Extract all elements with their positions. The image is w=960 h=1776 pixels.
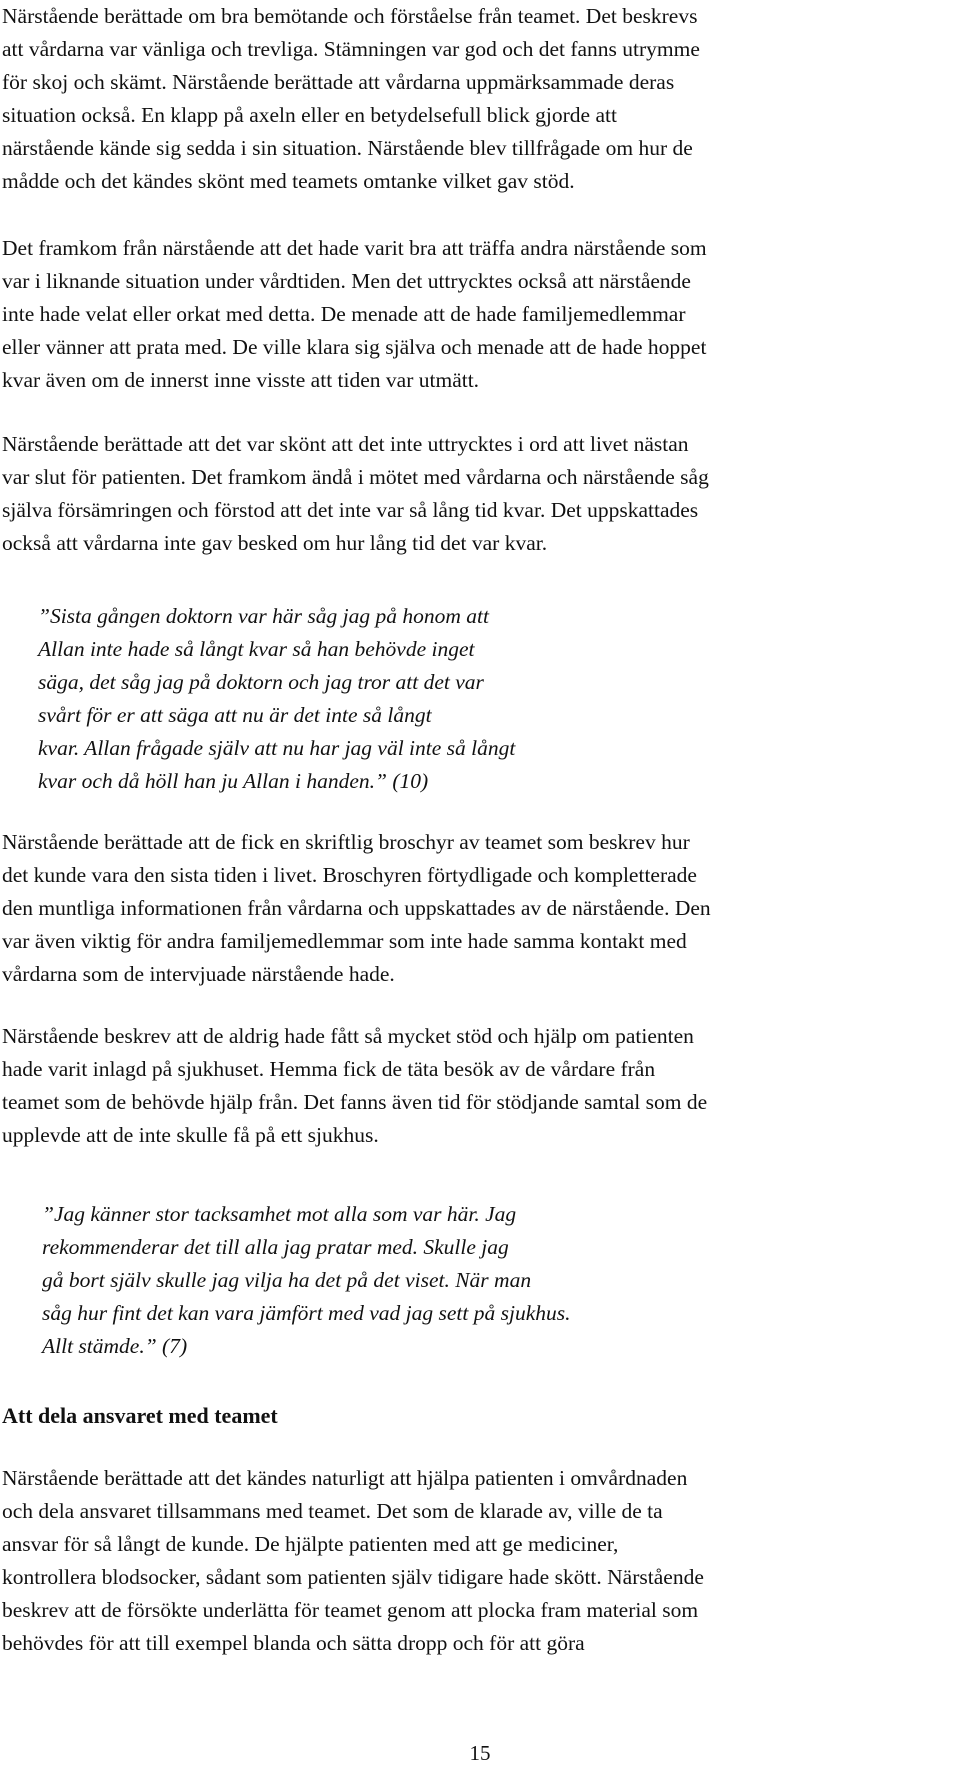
text-line: närstående kände sig sedda i sin situation. Närstående blev tillfrågade om hur de bbox=[2, 136, 693, 160]
text-line: också att vårdarna inte gav besked om hur lång tid det var kvar. bbox=[2, 531, 548, 555]
text-line: ansvar för så långt de kunde. De hjälpte patienten med att ge mediciner, bbox=[2, 1532, 619, 1556]
paragraph-4 bbox=[2, 826, 942, 991]
text-line: var slut för patienten. Det framkom ändå i mötet med vårdarna och närstående såg bbox=[2, 465, 709, 489]
quote-line: Allan inte hade så långt kvar så han behövde inget bbox=[38, 637, 475, 661]
quote-line: Allt stämde.” (7) bbox=[42, 1334, 188, 1358]
text-line: den muntliga informationen från vårdarna och uppskattades av de närstående. Den bbox=[2, 896, 711, 920]
quote-line: såg hur fint det kan vara jämfört med vad jag sett på sjukhus. bbox=[42, 1301, 571, 1325]
quote-line: ”Sista gången doktorn var här såg jag på honom att bbox=[38, 604, 489, 628]
page-number: 15 bbox=[469, 1741, 491, 1765]
text-line: eller vänner att prata med. De ville klara sig själva och menade att de hade hoppet bbox=[2, 335, 707, 359]
text-line: Närstående berättade om bra bemötande och förståelse från teamet. Det beskrevs bbox=[2, 4, 698, 28]
text-line: hade varit inlagd på sjukhuset. Hemma fick de täta besök av de vårdare från bbox=[2, 1057, 656, 1081]
text-line: Det framkom från närstående att det hade varit bra att träffa andra närstående som bbox=[2, 236, 707, 260]
text-line: beskrev att de försökte underlätta för teamet genom att plocka fram material som bbox=[2, 1598, 699, 1622]
quote-1 bbox=[38, 600, 515, 798]
text-line: och dela ansvaret tillsammans med teamet. Det som de klarade av, ville de ta bbox=[2, 1499, 663, 1523]
text-line: behövdes för att till exempel blanda och sätta dropp och för att göra bbox=[2, 1631, 585, 1655]
paragraph-2 bbox=[2, 232, 942, 397]
text-line: var i liknande situation under vårdtiden. Men det uttrycktes också att närstående bbox=[2, 269, 691, 293]
text-line: vårdarna som de intervjuade närstående hade. bbox=[2, 962, 395, 986]
paragraph-6 bbox=[2, 1462, 942, 1660]
text-line: var även viktig för andra familjemedlemmar som inte hade samma kontakt med bbox=[2, 929, 687, 953]
text-line: Närstående berättade att det var skönt att det inte uttrycktes i ord att livet nästan bbox=[2, 432, 689, 456]
quote-line: gå bort själv skulle jag vilja ha det på det viset. När man bbox=[42, 1268, 532, 1292]
text-line: Närstående berättade att de fick en skriftlig broschyr av teamet som beskrev hur bbox=[2, 830, 690, 854]
quote-line: kvar och då höll han ju Allan i handen.” (10) bbox=[38, 769, 429, 793]
quote-line: ”Jag känner stor tacksamhet mot alla som var här. Jag bbox=[42, 1202, 517, 1226]
paragraph-3 bbox=[2, 428, 942, 560]
paragraph-1 bbox=[2, 0, 942, 198]
quote-line: säga, det såg jag på doktorn och jag tror att det var bbox=[38, 670, 484, 694]
text-line: upplevde att de inte skulle få på ett sjukhus. bbox=[2, 1123, 379, 1147]
text-line: kontrollera blodsocker, sådant som patienten själv tidigare hade skött. Närstående bbox=[2, 1565, 704, 1589]
text-line: teamet som de behövde hjälp från. Det fanns även tid för stödjande samtal som de bbox=[2, 1090, 708, 1114]
text-line: Närstående berättade att det kändes naturligt att hjälpa patienten i omvårdnaden bbox=[2, 1466, 688, 1490]
text-line: mådde och det kändes skönt med teamets omtanke vilket gav stöd. bbox=[2, 169, 575, 193]
quote-line: svårt för er att säga att nu är det inte så långt bbox=[38, 703, 432, 727]
section-heading: Att dela ansvaret med teamet bbox=[2, 1403, 278, 1428]
quote-line: kvar. Allan frågade själv att nu har jag väl inte så långt bbox=[38, 736, 516, 760]
text-line: för skoj och skämt. Närstående berättade att vårdarna uppmärksammade deras bbox=[2, 70, 675, 94]
quote-2 bbox=[42, 1198, 571, 1363]
text-line: kvar även om de innerst inne visste att tiden var utmätt. bbox=[2, 368, 480, 392]
quote-line: rekommenderar det till alla jag pratar med. Skulle jag bbox=[42, 1235, 509, 1259]
text-line: att vårdarna var vänliga och trevliga. Stämningen var god och det fanns utrymme bbox=[2, 37, 700, 61]
text-line: inte hade velat eller orkat med detta. De menade att de hade familjemedlemmar bbox=[2, 302, 686, 326]
text-line: själva försämringen och förstod att det inte var så lång tid kvar. Det uppskattades bbox=[2, 498, 699, 522]
text-line: det kunde vara den sista tiden i livet. Broschyren förtydligade och kompletterade bbox=[2, 863, 697, 887]
text-line: Närstående beskrev att de aldrig hade fått så mycket stöd och hjälp om patienten bbox=[2, 1024, 694, 1048]
paragraph-5 bbox=[2, 1020, 942, 1152]
text-line: situation också. En klapp på axeln eller en betydelsefull blick gjorde att bbox=[2, 103, 617, 127]
